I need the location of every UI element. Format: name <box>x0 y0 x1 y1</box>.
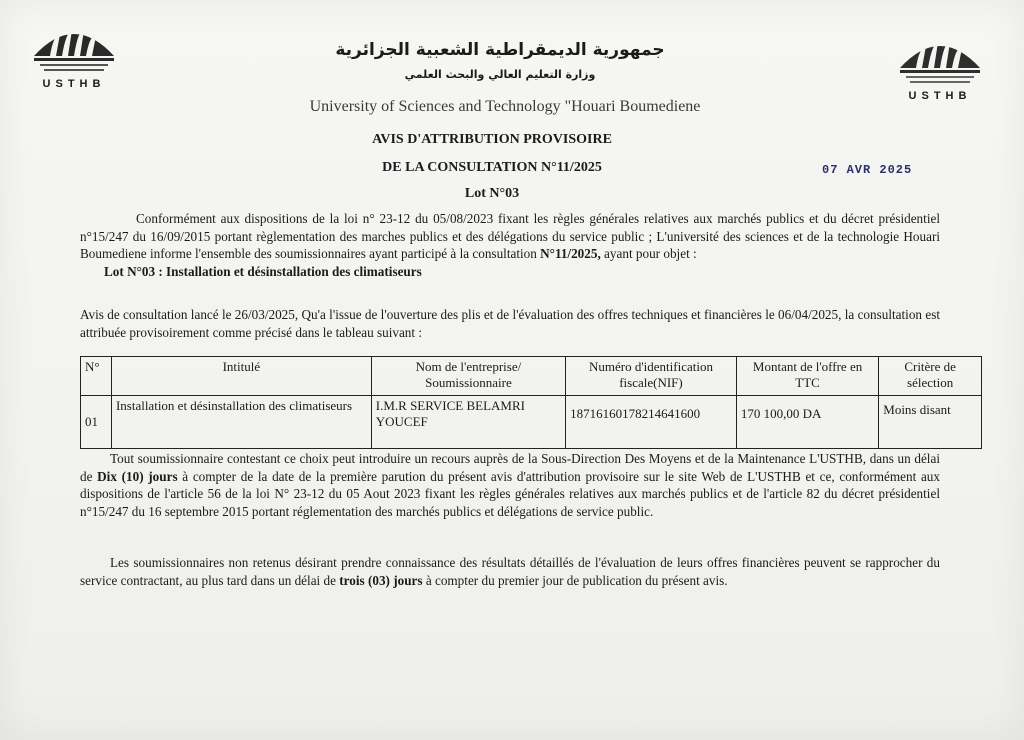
university-name: University of Sciences and Technology "Houari Boumediene <box>309 98 701 115</box>
cell-intitule: Installation et désinstallation des climatiseurs <box>111 396 371 449</box>
header-montant: Montant de l'offre en TTC <box>736 357 878 396</box>
arabic-ministry-heading: وزارة التعليم العالي والبحث العلمي <box>404 68 596 81</box>
consultation-number: DE LA CONSULTATION N°11/2025 <box>382 160 602 175</box>
cell-nom: I.M.R SERVICE BELAMRI YOUCEF <box>371 396 565 449</box>
award-table <box>80 356 982 449</box>
non-retenus-paragraph: Les soumissionnaires non retenus désirant prendre connaissance des résultats détaillés de l'évaluation de leurs offres financières peuvent se rapprocher du service contractant, au plus tard dans un délai de trois (03) jours à compter du premier jour de publication du présent avis. <box>80 555 940 588</box>
consultation-paragraph: Avis de consultation lancé le 26/03/2025, Qu'a l'issue de l'ouverture des plis et de l'évaluation des offres techniques et financières le 06/04/2025, la consultation est attribuée provisoirement comme précisé dans le tableau suivant : <box>80 307 940 340</box>
header-nif: Numéro d'identification fiscale(NIF) <box>566 357 737 396</box>
lot-number: Lot N°03 <box>464 186 520 201</box>
table-header-row <box>81 357 982 396</box>
logo-label: USTHB <box>42 78 106 90</box>
intro-paragraph: Conformément aux dispositions de la loi n° 23-12 du 05/08/2023 fixant les règles générales relatives aux marchés publics et du décret présidentiel n°15/247 du 16/09/2015 portant règlementation des marches publics et des délégations du service public ; L'université des sciences et de la technologie Houari Boumediene informe l'ensemble des soumissionnaires ayant participé à la consultation N°11/2025, ayant pour objet : <box>80 211 940 261</box>
logo-label: USTHB <box>908 90 972 102</box>
cell-no: 01 <box>81 396 112 449</box>
arabic-republic-heading: جمهورية الديمقراطية الشعبية الجزائرية <box>335 40 665 60</box>
header-critere: Critère de sélection <box>879 357 982 396</box>
table-row <box>81 396 982 449</box>
cell-nif: 18716160178214641600 <box>566 396 737 449</box>
recours-paragraph: Tout soumissionnaire contestant ce choix peut introduire un recours auprès de la Sous-Direction Des Moyens et de la Maintenance L'USTHB, dans un délai de Dix (10) jours à compter de la date de la première parution du présent avis d'attribution provisoire sur le site Web de L'USTHB et ce, conformément aux dispositions de l'article 56 de la loi N° 23-12 du 05 Aout 2023 fixant les règles générales relatives aux marchés publics et de l'article 82 du décret présidentiel n°15/247 du 16 septembre 2015 portant réglementation des marchés publics et délégations de service public. <box>80 451 940 519</box>
header-nom: Nom de l'entreprise/ Soumissionnaire <box>371 357 565 396</box>
cell-critere: Moins disant <box>879 396 982 449</box>
usthb-emblem-icon <box>26 16 122 78</box>
lot-object-line: Lot N°03 : Installation et désinstallation des climatiseurs <box>104 264 422 279</box>
cell-montant: 170 100,00 DA <box>736 396 878 449</box>
usthb-emblem-icon <box>892 28 988 90</box>
usthb-logo-left <box>26 16 122 96</box>
header-no: N° <box>81 357 112 396</box>
header-intitule: Intitulé <box>111 357 371 396</box>
notice-title: AVIS D'ATTRIBUTION PROVISOIRE <box>372 132 612 147</box>
date-stamp: 07 AVR 2025 <box>822 163 913 177</box>
usthb-logo-right <box>892 28 988 108</box>
